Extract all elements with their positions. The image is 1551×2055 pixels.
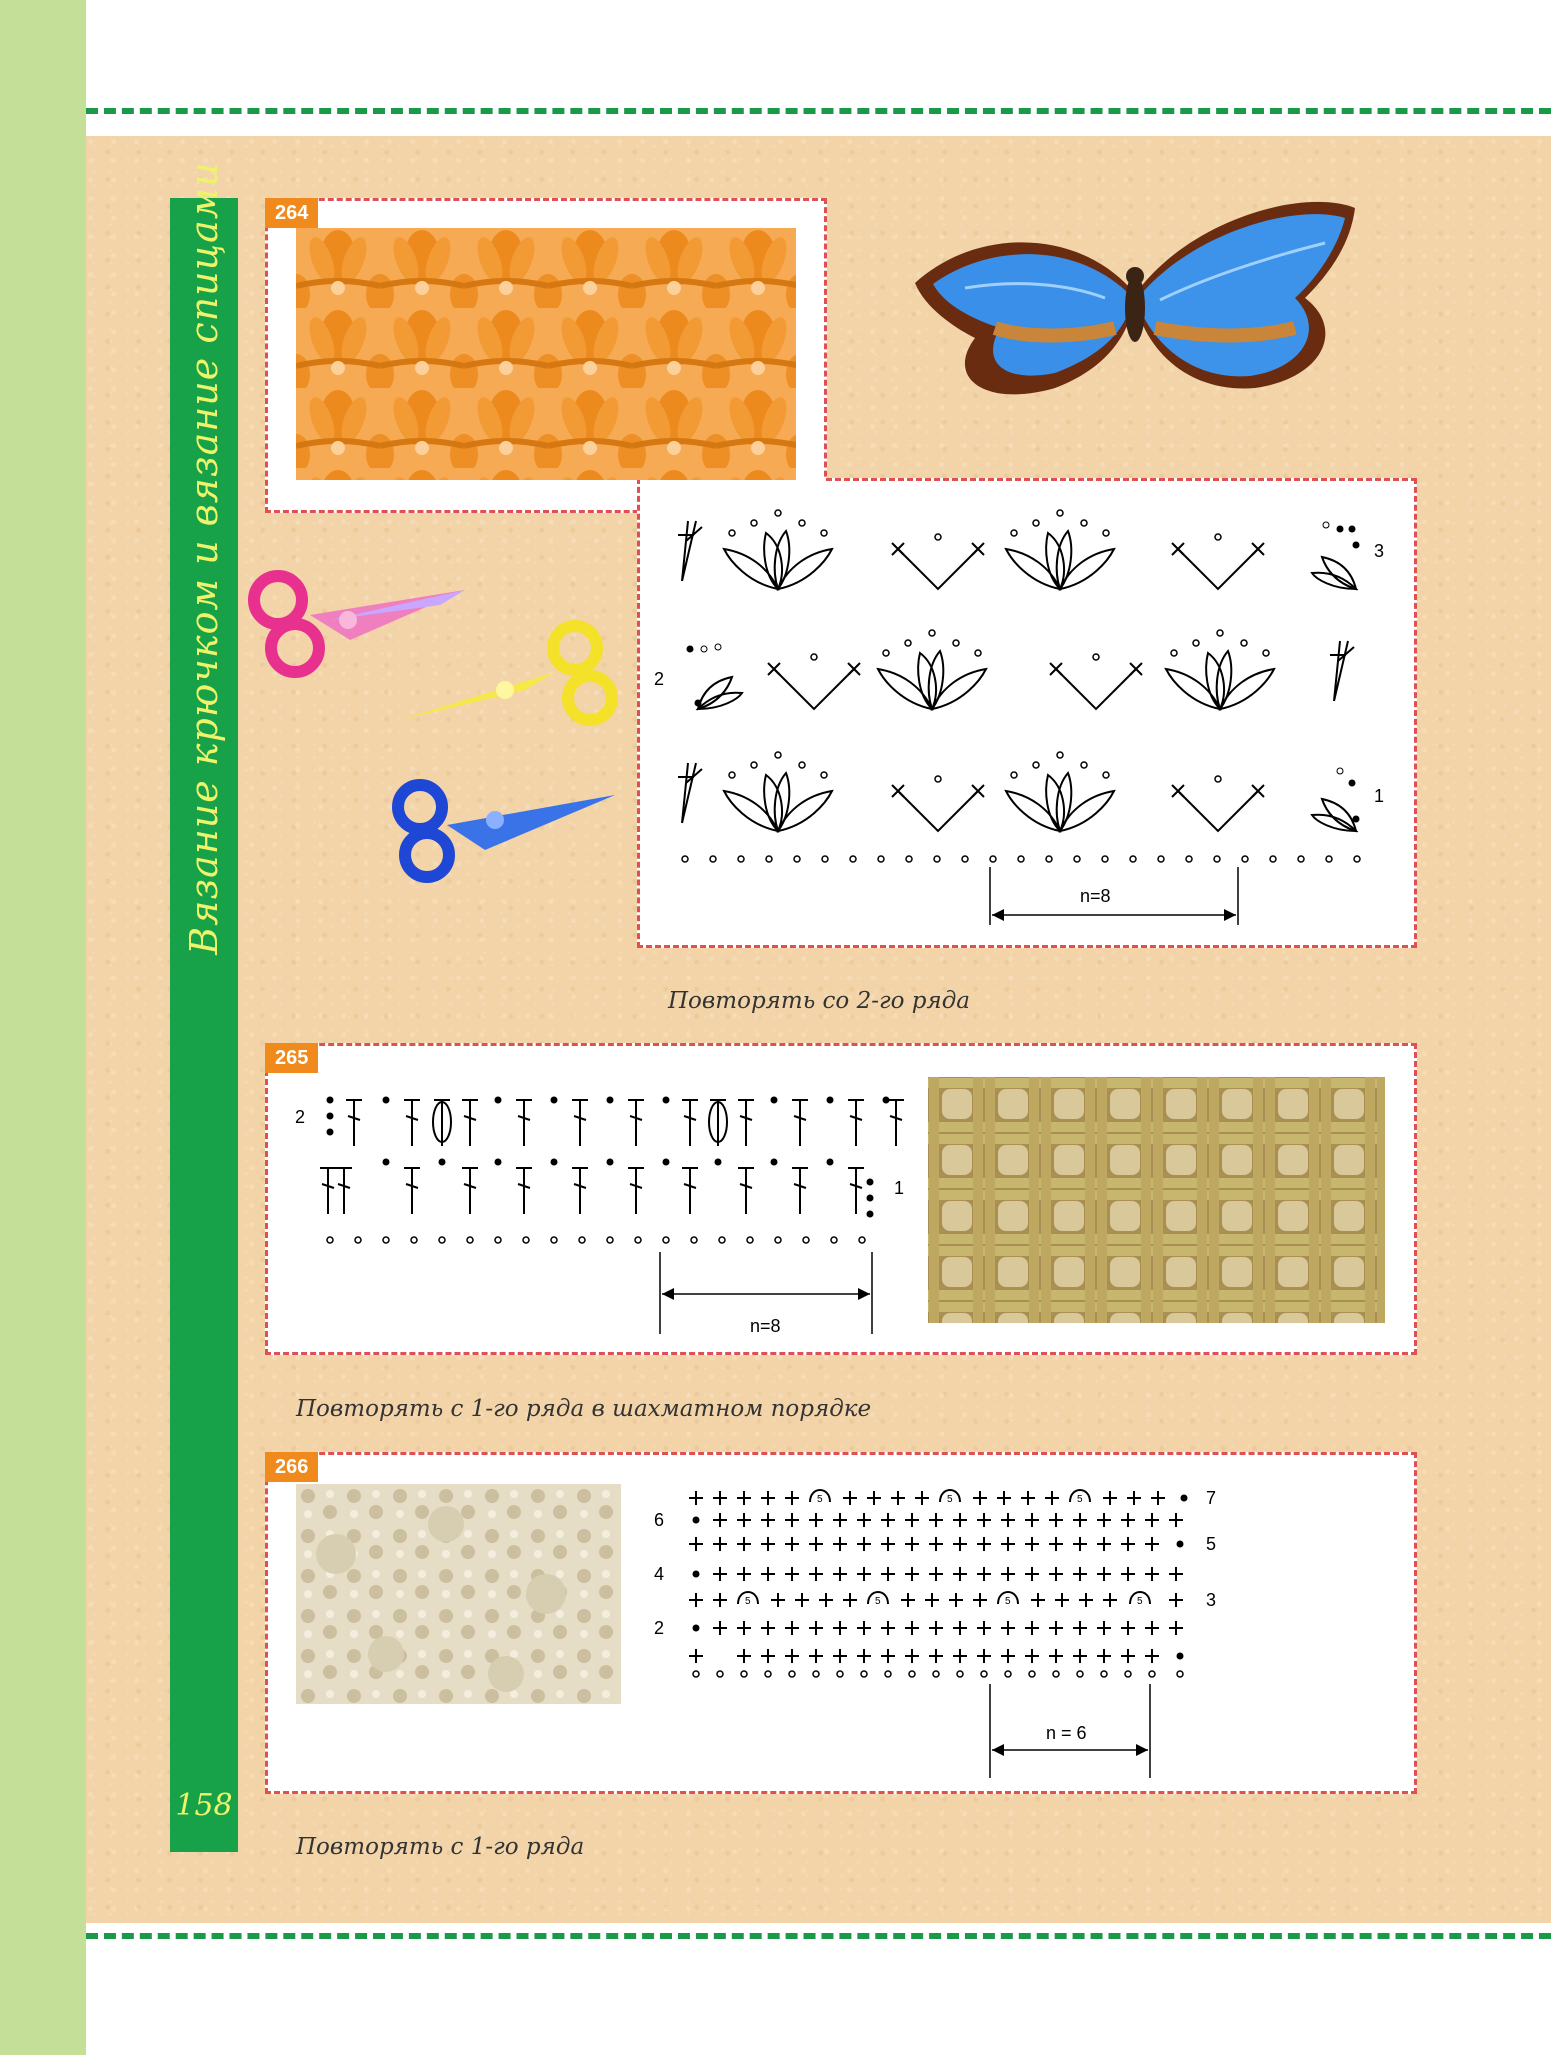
row-label-3: 3 [1374,541,1385,561]
pattern-266-diagram: 5 7 6 5 4 3 2 n = 6 [650,1480,1400,1780]
page-number: 158 [175,1788,233,1823]
pattern-266-photo [296,1484,621,1704]
pattern-264-diagram [640,505,1410,935]
row-label-2: 2 [654,1618,665,1638]
pattern-264-photo [296,228,796,480]
pattern-264-number: 264 [265,198,318,228]
row-label-2: 2 [295,1107,306,1127]
butterfly-decoration [905,188,1365,413]
row-label-4: 4 [654,1564,665,1584]
row-label-5: 5 [1206,1534,1217,1554]
pattern-264-caption: Повторять со 2-го ряда [668,988,971,1014]
repeat-label: n=8 [1080,886,1111,906]
row-label-1: 1 [1374,786,1385,806]
repeat-label: n = 6 [1046,1723,1087,1743]
row-label-1: 1 [894,1178,905,1198]
pattern-265-diagram [290,1080,910,1340]
repeat-label: n=8 [750,1316,781,1336]
left-margin-stripe [0,0,86,2055]
pattern-265-number: 265 [265,1043,318,1073]
section-title-wrap [170,161,238,955]
top-dashed-rule [86,108,1551,114]
scissors-blue-decoration [375,775,625,895]
pattern-266-number: 266 [265,1452,318,1482]
section-title: Вязание крючком и вязание спицами [182,161,226,955]
row-label-7: 7 [1206,1488,1217,1508]
bottom-dashed-rule [86,1933,1551,1939]
row-label-3: 3 [1206,1590,1217,1610]
row-label-2: 2 [654,669,665,689]
pattern-265-caption: Повторять с 1-го ряда в шахматном порядке [296,1396,872,1422]
row-label-6: 6 [654,1510,665,1530]
pattern-266-caption: Повторять с 1-го ряда [296,1834,585,1860]
scissors-yellow-decoration [395,620,625,740]
pattern-265-photo [928,1077,1385,1323]
